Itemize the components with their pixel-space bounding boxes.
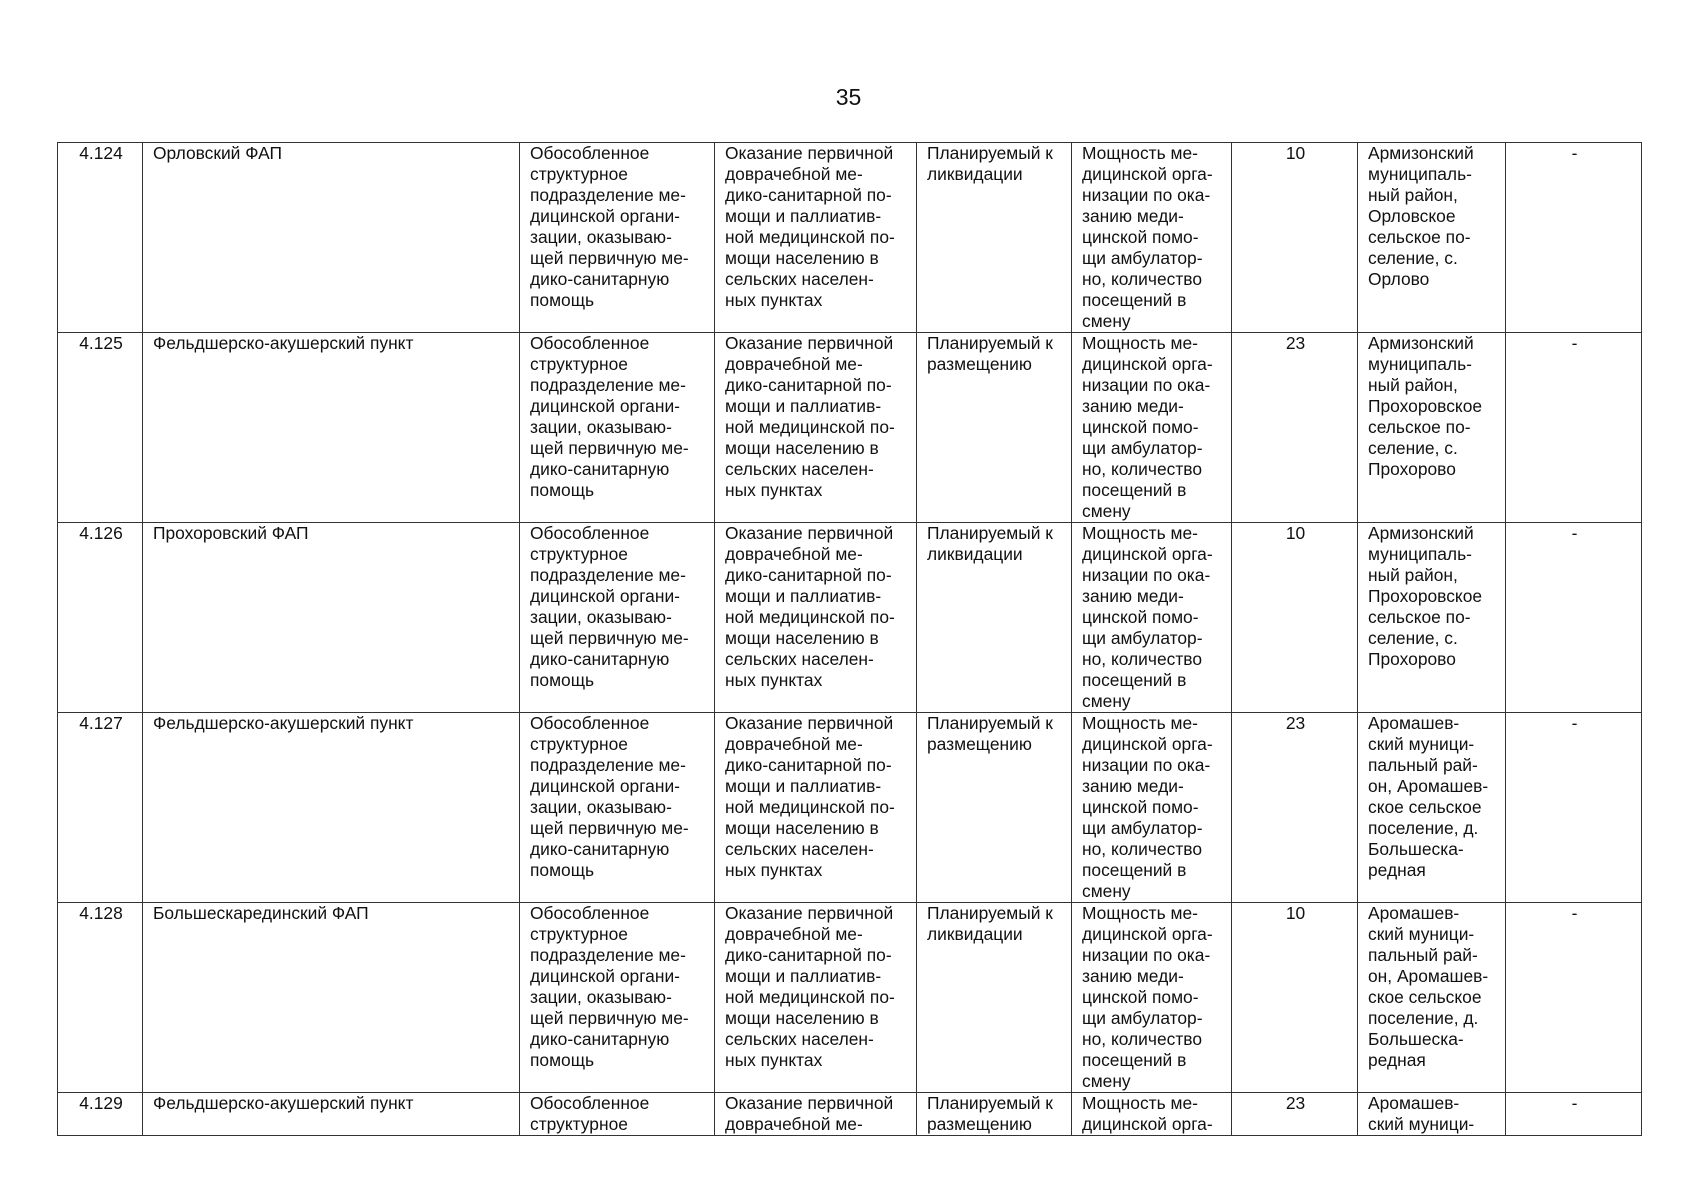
table-row — [58, 903, 1642, 1093]
facility-purpose: Оказание первичной доврачебной ме- дико-санитарной по- мощи и паллиатив- ной медицинской по- мощи населению в сельских населен- ных пунктах — [715, 713, 917, 903]
facility-characteristic: Мощность ме- дицинской орга- — [1072, 1093, 1232, 1136]
facility-type: Обособленное структурное подразделение ме- дицинской органи- зации, оказываю- щей первичную ме- дико-санитарную помощь — [520, 713, 715, 903]
characteristic-value: 23 — [1232, 1093, 1358, 1136]
facility-characteristic: Мощность ме- дицинской орга- низации по ока- занию меди- цинской помо- щи амбулатор- но, количество посещений в смену — [1072, 143, 1232, 333]
extra-cell: - — [1506, 523, 1642, 713]
extra-cell: - — [1506, 903, 1642, 1093]
extra-cell: - — [1506, 143, 1642, 333]
facilities-table — [57, 142, 1642, 1136]
facility-characteristic: Мощность ме- дицинской орга- низации по ока- занию меди- цинской помо- щи амбулатор- но, количество посещений в смену — [1072, 333, 1232, 523]
extra-cell: - — [1506, 1093, 1642, 1136]
facility-status: Планируемый к ликвидации — [917, 903, 1072, 1093]
facility-type: Обособленное структурное подразделение ме- дицинской органи- зации, оказываю- щей первичную ме- дико-санитарную помощь — [520, 523, 715, 713]
facility-purpose: Оказание первичной доврачебной ме- дико-санитарной по- мощи и паллиатив- ной медицинской по- мощи населению в сельских населен- ных пунктах — [715, 143, 917, 333]
characteristic-value: 23 — [1232, 333, 1358, 523]
facility-status: Планируемый к размещению — [917, 333, 1072, 523]
row-number: 4.128 — [58, 903, 143, 1093]
characteristic-value: 10 — [1232, 143, 1358, 333]
facility-location: Аромашев- ский муници- — [1358, 1093, 1506, 1136]
facility-location: Аромашев- ский муници- пальный рай- он, Аромашев- ское сельское поселение, д. Большеска- редная — [1358, 713, 1506, 903]
facility-purpose: Оказание первичной доврачебной ме- дико-санитарной по- мощи и паллиатив- ной медицинской по- мощи населению в сельских населен- ных пунктах — [715, 903, 917, 1093]
facility-name: Большескарединский ФАП — [143, 903, 520, 1093]
facility-name: Фельдшерско-акушерский пункт — [143, 1093, 520, 1136]
facility-location: Армизонский муниципаль- ный район, Прохоровское сельское по- селение, с. Прохорово — [1358, 523, 1506, 713]
facility-characteristic: Мощность ме- дицинской орга- низации по ока- занию меди- цинской помо- щи амбулатор- но, количество посещений в смену — [1072, 713, 1232, 903]
facility-name: Фельдшерско-акушерский пункт — [143, 713, 520, 903]
facility-location: Армизонский муниципаль- ный район, Прохоровское сельское по- селение, с. Прохорово — [1358, 333, 1506, 523]
facility-purpose: Оказание первичной доврачебной ме- — [715, 1093, 917, 1136]
facility-status: Планируемый к ликвидации — [917, 523, 1072, 713]
facility-status: Планируемый к размещению — [917, 1093, 1072, 1136]
extra-cell: - — [1506, 333, 1642, 523]
table-row — [58, 1093, 1642, 1136]
facility-location: Армизонский муниципаль- ный район, Орловское сельское по- селение, с. Орлово — [1358, 143, 1506, 333]
table-row — [58, 333, 1642, 523]
facility-type: Обособленное структурное подразделение ме- дицинской органи- зации, оказываю- щей первичную ме- дико-санитарную помощь — [520, 903, 715, 1093]
facility-status: Планируемый к размещению — [917, 713, 1072, 903]
row-number: 4.127 — [58, 713, 143, 903]
facility-name: Прохоровский ФАП — [143, 523, 520, 713]
facility-status: Планируемый к ликвидации — [917, 143, 1072, 333]
row-number: 4.129 — [58, 1093, 143, 1136]
facility-type: Обособленное структурное подразделение ме- дицинской органи- зации, оказываю- щей первичную ме- дико-санитарную помощь — [520, 143, 715, 333]
facility-characteristic: Мощность ме- дицинской орга- низации по ока- занию меди- цинской помо- щи амбулатор- но, количество посещений в смену — [1072, 903, 1232, 1093]
characteristic-value: 10 — [1232, 523, 1358, 713]
row-number: 4.125 — [58, 333, 143, 523]
facility-characteristic: Мощность ме- дицинской орга- низации по ока- занию меди- цинской помо- щи амбулатор- но, количество посещений в смену — [1072, 523, 1232, 713]
facility-location: Аромашев- ский муници- пальный рай- он, Аромашев- ское сельское поселение, д. Большеска- редная — [1358, 903, 1506, 1093]
table-row — [58, 713, 1642, 903]
facility-type: Обособленное структурное подразделение ме- дицинской органи- зации, оказываю- щей первичную ме- дико-санитарную помощь — [520, 333, 715, 523]
facility-type: Обособленное структурное — [520, 1093, 715, 1136]
characteristic-value: 10 — [1232, 903, 1358, 1093]
row-number: 4.124 — [58, 143, 143, 333]
row-number: 4.126 — [58, 523, 143, 713]
facility-name: Фельдшерско-акушерский пункт — [143, 333, 520, 523]
facility-name: Орловский ФАП — [143, 143, 520, 333]
table-row — [58, 523, 1642, 713]
extra-cell: - — [1506, 713, 1642, 903]
facility-purpose: Оказание первичной доврачебной ме- дико-санитарной по- мощи и паллиатив- ной медицинской по- мощи населению в сельских населен- ных пунктах — [715, 523, 917, 713]
characteristic-value: 23 — [1232, 713, 1358, 903]
facility-purpose: Оказание первичной доврачебной ме- дико-санитарной по- мощи и паллиатив- ной медицинской по- мощи населению в сельских населен- ных пунктах — [715, 333, 917, 523]
page-number: 35 — [835, 84, 862, 110]
table-row — [58, 143, 1642, 333]
